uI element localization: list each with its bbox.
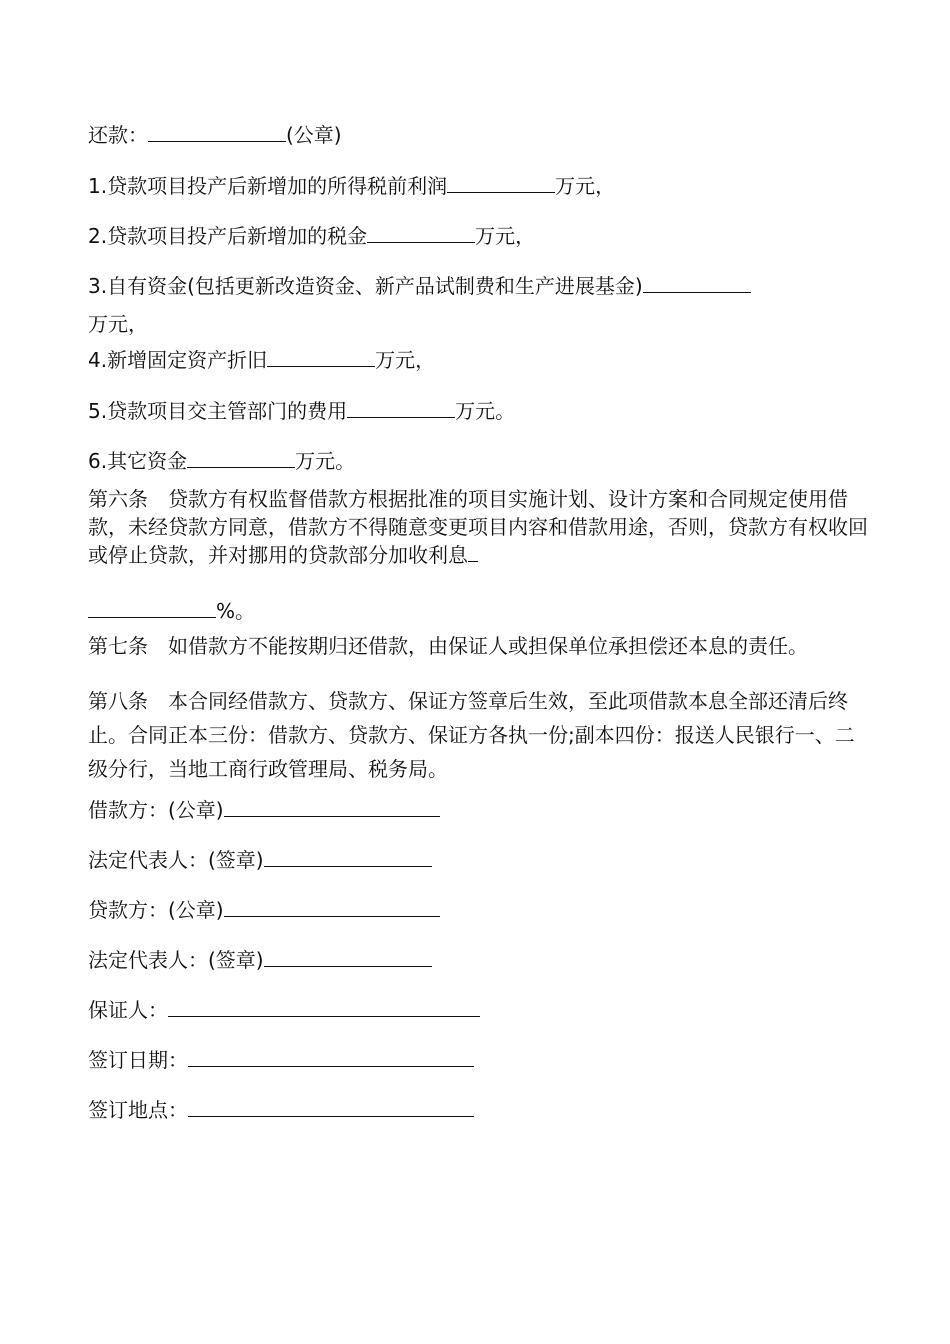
signature-place-blank[interactable]: [188, 1096, 474, 1117]
signature-guarantor-blank[interactable]: [168, 996, 480, 1017]
item-3-continued: [88, 311, 868, 337]
signature-lender-rep: [88, 946, 868, 973]
item-2-blank[interactable]: [367, 222, 475, 243]
signature-date-blank[interactable]: [188, 1046, 474, 1067]
item-5-blank[interactable]: [347, 397, 455, 418]
signature-lender-rep-blank[interactable]: [264, 946, 432, 967]
signature-borrower-rep: [88, 846, 868, 873]
signature-borrower-blank[interactable]: [224, 796, 440, 817]
article-6-text: 第六条 贷款方有权监督借款方根据批准的项目实施计划、设计方案和合同规定使用借款，未经贷款方同意，借款方不得随意变更项目内容和借款用途，否则，贷款方有权收回或停止贷款，并对挪用的贷款部分加收利息: [88, 487, 868, 567]
repay-label: 还款：: [88, 123, 148, 147]
item-1-text: 1.贷款项目投产后新增加的所得税前利润: [88, 174, 448, 198]
article-7-text: 第七条 如借款方不能按期归还借款，由保证人或担保单位承担偿还本息的责任。: [88, 634, 808, 658]
item-2-text: 2.贷款项目投产后新增加的税金: [88, 224, 368, 248]
signature-place: [88, 1096, 868, 1123]
item-5-text: 5.贷款项目交主管部门的费用: [88, 399, 348, 423]
signature-guarantor: [88, 996, 868, 1023]
signature-date-label: 签订日期：: [88, 1048, 188, 1072]
item-5: [88, 397, 868, 424]
item-1: [88, 172, 868, 199]
signature-place-label: 签订地点：: [88, 1098, 188, 1122]
article-6: [88, 485, 868, 569]
item-2: [88, 222, 868, 249]
item-3-blank[interactable]: [643, 272, 751, 293]
item-1-blank[interactable]: [447, 172, 555, 193]
signature-borrower-rep-blank[interactable]: [264, 846, 432, 867]
repay-suffix: (公章): [286, 123, 342, 147]
repay-line: [88, 121, 868, 148]
item-6-text: 6.其它资金: [88, 449, 188, 473]
signature-borrower-label: 借款方：(公章): [88, 798, 224, 822]
article-8: [88, 684, 868, 786]
item-1-unit: 万元，: [555, 174, 616, 198]
article-8-text: 第八条 本合同经借款方、贷款方、保证方签章后生效，至此项借款本息全部还清后终止。合同正本三份：借款方、贷款方、保证方各执一份;副本四份：报送人民银行一、二级分行，当地工商行政管理局、税务局。: [88, 689, 855, 781]
article-7: [88, 634, 868, 658]
item-4-blank[interactable]: [267, 346, 375, 367]
item-3-unit: 万元，: [88, 312, 148, 336]
item-6-blank[interactable]: [187, 447, 295, 468]
item-4-text: 4.新增固定资产折旧: [88, 348, 268, 372]
signature-lender: [88, 896, 868, 923]
item-6: [88, 447, 868, 474]
signature-lender-label: 贷款方：(公章): [88, 898, 224, 922]
item-3-text: 3.自有资金(包括更新改造资金、新产品试制费和生产进展基金): [88, 274, 643, 298]
signature-guarantor-label: 保证人：: [88, 998, 168, 1022]
article-6-suffix: %。: [216, 599, 256, 623]
article-6-blank-start[interactable]: [468, 541, 478, 562]
signature-borrower-rep-label: 法定代表人：(签章): [88, 848, 264, 872]
item-6-unit: 万元。: [295, 449, 356, 473]
signature-borrower: [88, 796, 868, 823]
item-4-unit: 万元，: [375, 348, 436, 372]
repay-blank[interactable]: [148, 121, 286, 142]
item-5-unit: 万元。: [455, 399, 516, 423]
item-2-unit: 万元，: [475, 224, 536, 248]
item-4: [88, 346, 868, 373]
signature-lender-rep-label: 法定代表人：(签章): [88, 948, 264, 972]
article-6-continued: [88, 597, 868, 624]
signature-lender-blank[interactable]: [224, 896, 440, 917]
signature-date: [88, 1046, 868, 1073]
article-6-blank[interactable]: [88, 597, 216, 618]
item-3: [88, 272, 868, 299]
